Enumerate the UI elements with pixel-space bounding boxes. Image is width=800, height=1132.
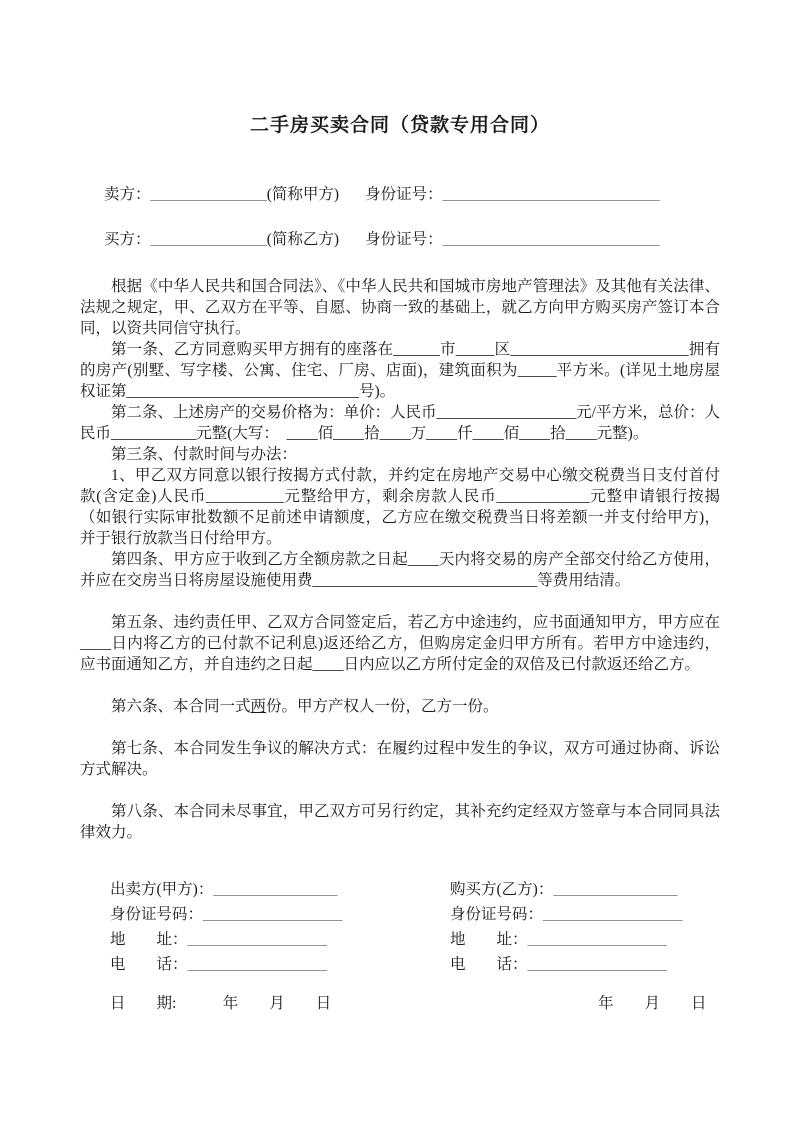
clause-3-heading: 第三条、付款时间与办法： [111, 446, 298, 463]
buyer-signature-block [450, 877, 720, 1016]
clause-intro: 根据《中华人民共和国合同法》、《中华人民共和国城市房地产管理法》及其他有关法律、法规之规定，甲、乙双方在平等、自愿、协商一致的基础上，就乙方向甲方购买房产签订本合同，以资共同信守执行。 [80, 278, 720, 337]
buyer-party-row [80, 229, 720, 250]
buyer-sign-address-label: 地 址： [450, 931, 528, 948]
buyer-sign-phone-blank: __________________ [527, 956, 668, 973]
buyer-sign-name-label: 购买方(乙方)： [450, 881, 554, 898]
seller-sign-id-label: 身份证号码： [110, 906, 204, 923]
page-title: 二手房买卖合同（贷款专用合同） [249, 115, 550, 136]
clause-6 [80, 696, 720, 717]
buyer-sign-name-blank: ________________ [553, 881, 678, 898]
seller-sign-name-label: 出卖方(甲方)： [110, 881, 214, 898]
buyer-sign-address-blank: __________________ [527, 931, 668, 948]
seller-name-blank: _______________ [150, 186, 267, 203]
buyer-sign-id-row [450, 902, 720, 927]
seller-sign-address-row [110, 927, 450, 952]
seller-sign-address-label: 地 址： [110, 931, 188, 948]
buyer-sign-address-row [450, 927, 720, 952]
buyer-date-row: 年 月 日 [598, 995, 707, 1012]
seller-alias: (简称甲方) [266, 186, 340, 203]
seller-sign-address-blank: __________________ [187, 931, 328, 948]
seller-sign-id-blank: __________________ [203, 906, 343, 923]
clause-1: 第一条、乙方同意购买甲方拥有的座落在______市_____区_______________________拥有的房产(别墅、写字楼、公寓、住宅、厂房、店面)，建筑面积为_____平方米。(详见土地房屋权证第______________________________号)。 [80, 341, 720, 400]
clause-6-underlined-word: 两 [250, 698, 267, 715]
contract-body [80, 276, 720, 843]
buyer-sign-name-row [450, 877, 720, 902]
buyer-label: 买方： [104, 231, 151, 248]
clause-6-pre: 第六条、本合同一式 [111, 698, 251, 715]
seller-sign-phone-row [110, 952, 450, 977]
seller-sign-name-blank: ________________ [213, 881, 338, 898]
seller-signature-block [80, 877, 450, 1016]
seller-party-row [80, 184, 720, 205]
clause-3-item-1: 1、甲乙双方同意以银行按揭方式付款，并约定在房地产交易中心缴交税费当日支付首付款(含定金)人民币__________元整给甲方，剩余房款人民币____________元整申请银行按揭（如银行实际审批数额不足前述申请额度，乙方应在缴交税费当日将差额一并支付给甲方)，并于银行放款当日付给甲方。 [80, 467, 720, 547]
seller-sign-phone-blank: __________________ [187, 956, 328, 973]
clause-2: 第二条、上述房产的交易价格为：单价：人民币__________________元/平方米，总价：人民币___________元整(大写： ____佰____拾____万____仟____佰____拾____元整)。 [80, 404, 720, 442]
signature-section [80, 877, 720, 1016]
seller-id-blank: ____________________________ [442, 186, 660, 203]
seller-label: 卖方： [104, 186, 151, 203]
clause-7: 第七条、本合同发生争议的解决方式：在履约过程中发生的争议，双方可通过协商、诉讼方式解决。 [80, 740, 720, 778]
seller-sign-id-row [110, 902, 450, 927]
clause-6-post: 份。甲方产权人一份，乙方一份。 [266, 698, 499, 715]
seller-date-row: 日 期: 年 月 日 [110, 995, 332, 1012]
buyer-sign-phone-row [450, 952, 720, 977]
seller-sign-phone-label: 电 话： [110, 956, 188, 973]
buyer-sign-id-label: 身份证号码： [450, 906, 544, 923]
buyer-name-blank: _______________ [150, 231, 267, 248]
buyer-sign-phone-label: 电 话： [450, 956, 528, 973]
buyer-alias: (简称乙方) [266, 231, 340, 248]
seller-sign-name-row [110, 877, 450, 902]
buyer-id-blank: ____________________________ [442, 231, 660, 248]
clause-5: 第五条、违约责任甲、乙双方合同签定后，若乙方中途违约，应书面通知甲方，甲方应在____日内将乙方的已付款不记利息)返还给乙方，但购房定金归甲方所有。若甲方中途违约，应书面通知乙方，并自违约之日起____日内应以乙方所付定金的双倍及已付款返还给乙方。 [80, 614, 720, 673]
buyer-sign-id-blank: __________________ [543, 906, 683, 923]
clause-8: 第八条、本合同未尽事宜，甲乙双方可另行约定，其补充约定经双方签章与本合同同具法律效力。 [80, 803, 720, 841]
clause-4: 第四条、甲方应于收到乙方全额房款之日起____天内将交易的房产全部交付给乙方使用，并应在交房当日将房屋设施使用费_____________________________等费用结清。 [80, 551, 720, 589]
seller-id-label: 身份证号： [365, 186, 443, 203]
buyer-id-label: 身份证号： [365, 231, 443, 248]
